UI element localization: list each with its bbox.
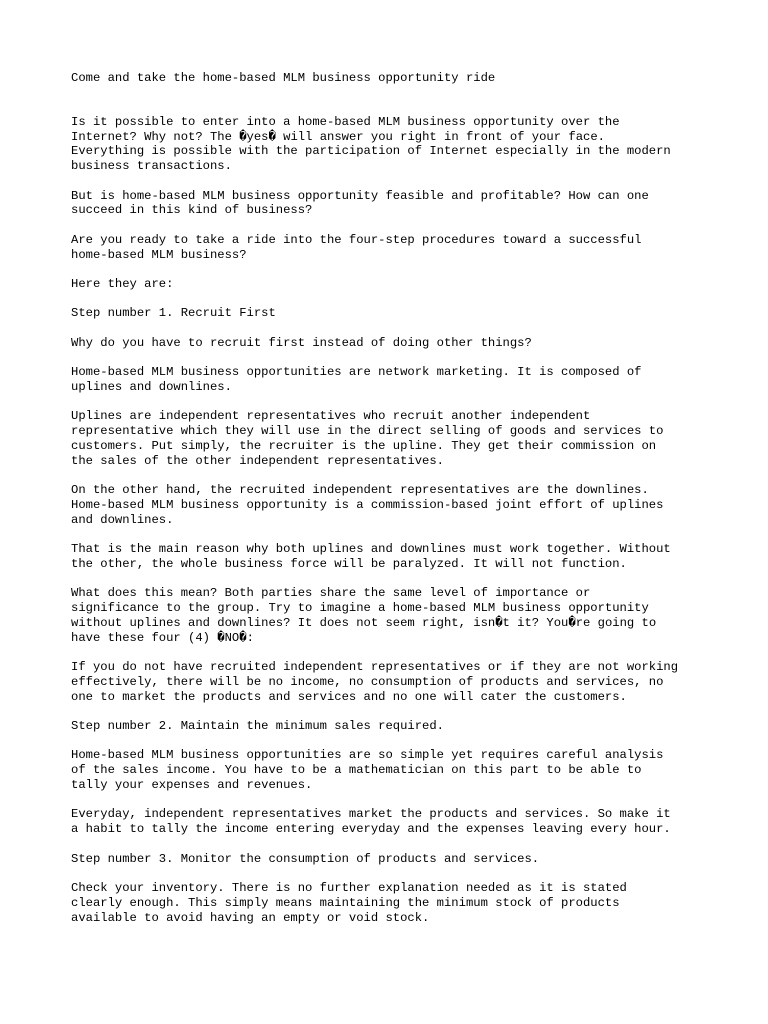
paragraph: Uplines are independent representatives who recruit another independent representative which they will use in the direct selling of goods and services to customers. Put simply, the recruiter is the upline. They get their commission on the sales of the other independent representatives. xyxy=(71,409,664,468)
step-heading: Step number 3. Monitor the consumption of products and services. xyxy=(71,851,540,866)
paragraph: That is the main reason why both uplines and downlines must work together. Without the other, the whole business force will be paralyzed. It will not function. xyxy=(71,542,671,571)
paragraph: But is home-based MLM business opportunity feasible and profitable? How can one succeed in this kind of business? xyxy=(71,188,649,218)
step-heading: Step number 2. Maintain the minimum sales required. xyxy=(71,719,444,734)
paragraph: On the other hand, the recruited independent representatives are the downlines. Home-based MLM business opportunity is a commission-based joint effort of uplines and downlines. xyxy=(71,483,664,527)
document-title: Come and take the home-based MLM business opportunity ride xyxy=(71,71,496,85)
paragraph: Home-based MLM business opportunities are network marketing. It is composed of uplines and downlines. xyxy=(71,365,642,394)
step-heading: Step number 1. Recruit First xyxy=(71,306,276,321)
paragraph: Are you ready to take a ride into the four-step procedures toward a successful home-based MLM business? xyxy=(71,232,642,262)
paragraph: What does this mean? Both parties share the same level of importance or significance to the group. Try to imagine a home-based MLM business opportunity without uplines and downlines? It does not seem right, isn�t it? You�re going to have these four (4) �NO�: xyxy=(71,586,657,645)
document-body xyxy=(71,71,711,940)
paragraph: Home-based MLM business opportunities are so simple yet requires careful analysis of the sales income. You have to be a mathematician on this part to be able to tally your expenses and revenues. xyxy=(71,748,664,793)
paragraph: If you do not have recruited independent representatives or if they are not working effectively, there will be no income, no consumption of products and services, no one to market the products and services and no one will cater the customers. xyxy=(71,660,679,704)
paragraph: Check your inventory. There is no further explanation needed as it is stated clearly enough. This simply means maintaining the minimum stock of products available to avoid having an empty or void stock. xyxy=(71,880,627,925)
paragraph: Why do you have to recruit first instead of doing other things? xyxy=(71,335,532,350)
paragraph: Here they are: xyxy=(71,276,174,291)
paragraph: Everyday, independent representatives market the products and services. So make it a habit to tally the income entering everyday and the expenses leaving every hour. xyxy=(71,807,671,837)
paragraph: Is it possible to enter into a home-based MLM business opportunity over the Internet? Why not? The �yes� will answer you right in front of your face. Everything is possible with the participation of Internet especially in the modern business transactions. xyxy=(71,114,671,174)
